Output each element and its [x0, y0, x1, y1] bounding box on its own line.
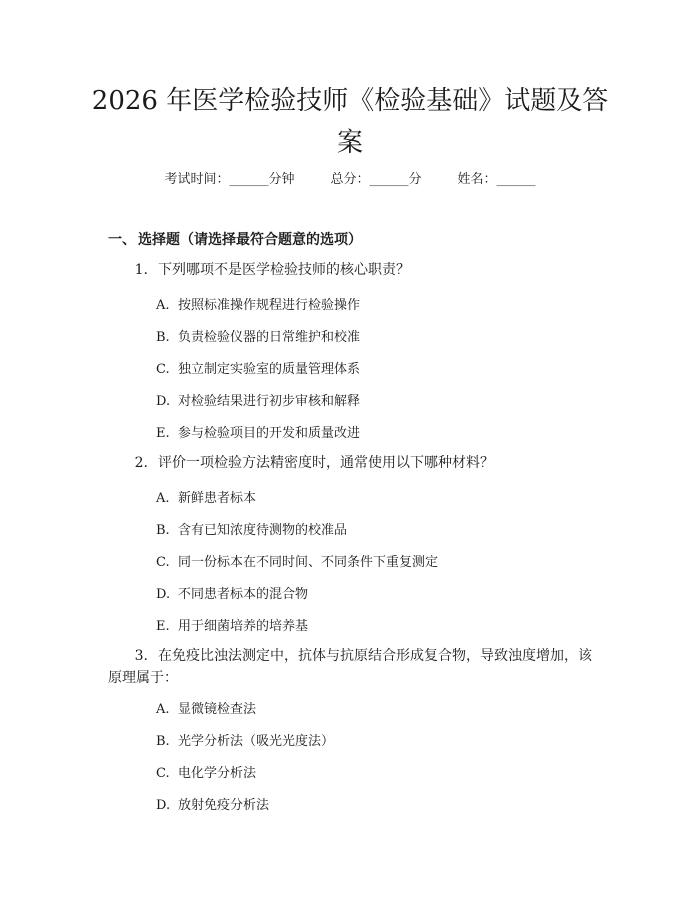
option-1d [156, 390, 360, 409]
section-heading [108, 229, 362, 249]
option-2a [156, 487, 256, 506]
option-letter: A. [156, 298, 170, 313]
option-letter: D. [156, 394, 171, 409]
question-text: 下列哪项不是医学检验技师的核心职责？ [158, 262, 410, 278]
option-letter: E. [156, 619, 170, 634]
option-letter: B. [156, 330, 170, 345]
option-text: 独立制定实验室的质量管理体系 [178, 362, 361, 377]
option-2c [156, 551, 438, 570]
option-letter: C. [156, 555, 170, 570]
option-text: 用于细菌培养的培养基 [178, 619, 309, 634]
option-letter: A. [156, 491, 170, 506]
option-letter: E. [156, 426, 170, 441]
question-1 [108, 259, 598, 281]
option-2d [156, 583, 308, 602]
option-3a [156, 698, 256, 717]
option-text: 电化学分析法 [178, 766, 257, 781]
option-3b [156, 730, 334, 749]
question-text: 在免疫比浊法测定中，抗体与抗原结合形成复合物，导致浊度增加，该原理属于： [108, 648, 592, 686]
section-title: 选择题（请选择最符合题意的选项） [138, 232, 362, 248]
question-number: 1. [134, 262, 148, 278]
total-score-field: 总分：______分 [330, 172, 422, 187]
question-number: 2. [134, 455, 148, 471]
option-letter: D. [156, 798, 171, 813]
option-1c [156, 358, 360, 377]
question-number: 3. [134, 648, 148, 664]
option-1a [156, 294, 360, 313]
option-letter: B. [156, 523, 170, 538]
option-letter: B. [156, 734, 170, 749]
option-text: 不同患者标本的混合物 [178, 587, 309, 602]
option-text: 含有已知浓度待测物的校准品 [178, 523, 348, 538]
option-3d [156, 794, 269, 813]
option-3c [156, 762, 256, 781]
exam-info-line [0, 168, 700, 187]
option-text: 光学分析法（吸光光度法） [178, 734, 335, 749]
document-title: 2026 年医学检验技师《检验基础》试题及答案 [91, 86, 609, 158]
question-2 [108, 452, 598, 474]
name-field: 姓名：______ [457, 172, 536, 187]
option-1e [156, 422, 360, 441]
option-text: 新鲜患者标本 [178, 491, 257, 506]
option-1b [156, 326, 360, 345]
option-text: 对检验结果进行初步审核和解释 [178, 394, 361, 409]
option-text: 显微镜检查法 [178, 702, 257, 717]
option-text: 负责检验仪器的日常维护和校准 [178, 330, 361, 345]
exam-time-field: 考试时间：______分钟 [164, 172, 295, 187]
option-text: 按照标准操作规程进行检验操作 [178, 298, 361, 313]
option-letter: A. [156, 702, 170, 717]
question-3 [108, 645, 598, 689]
option-text: 参与检验项目的开发和质量改进 [178, 426, 361, 441]
question-text: 评价一项检验方法精密度时，通常使用以下哪种材料？ [158, 455, 494, 471]
option-letter: C. [156, 362, 170, 377]
section-number: 一、 [108, 232, 136, 248]
option-2b [156, 519, 347, 538]
option-letter: D. [156, 587, 171, 602]
option-text: 同一份标本在不同时间、不同条件下重复测定 [178, 555, 439, 570]
option-letter: C. [156, 766, 170, 781]
option-2e [156, 615, 308, 634]
option-text: 放射免疫分析法 [178, 798, 270, 813]
